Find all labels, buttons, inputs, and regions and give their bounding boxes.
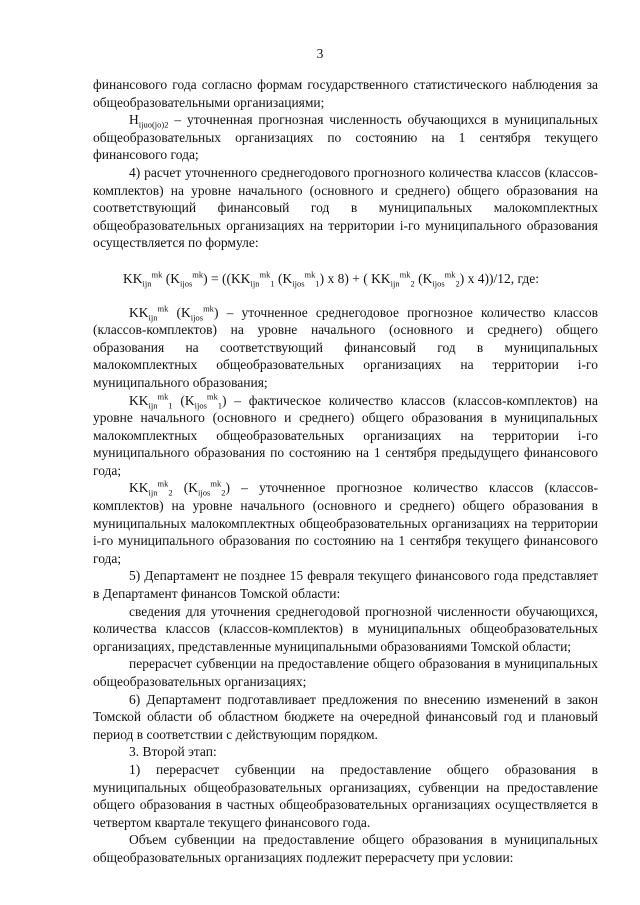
paragraph-kk-definition: $KK_{ijn}^{mk}$ $(K_{ijos}^{mk})$ – уточненное среднегодовое прогнозное количество классов (классов-комплектов) на уровне начального (основного и среднего) общего образования на соответствующий финансовый год в муниципальных малокомплектных общеобразовательных организациях на территории i-го муниципального образования;: [93, 303, 598, 390]
paragraph-recalculation: перерасчет субвенции на предоставление общего образования в муниципальных общеобразовательных организациях;: [93, 656, 598, 689]
paragraph-kk2-definition: $KK_{ijn}^{mk}_2$ $(K_{ijos}^{mk}_2)$ – уточненное прогнозное количество классов (классов-комплектов) на уровне начального (основного и среднего) общего образования в муниципальных малокомплектных общеобразовательных организациях на территории i-го муниципального образования по состоянию на 1 сентября текущего финансового года;: [93, 478, 598, 566]
paragraph-kk1-definition: $KK_{ijn}^{mk}_1$ $(K_{ijos}^{mk}_1)$ – фактическое количество классов (классов-комплектов) на уровне начального (основного и среднего) общего образования в муниципальных малокомплектных общеобразовательных организациях на территории i-го муниципального образования по состоянию на 1 сентября предыдущего финансового года;: [93, 391, 599, 478]
paragraph-second-stage-heading: 3. Второй этап:: [129, 744, 217, 760]
document-body: [93, 76, 598, 867]
page-number: 3: [316, 46, 324, 61]
symbol-h: H: [129, 112, 139, 128]
paragraph-continuation: финансового года согласно формам государственного статистического наблюдения за общеобразовательными организациями;: [93, 77, 598, 110]
paragraph-condition: Объем субвенции на предоставление общего образования в муниципальных общеобразовательных организациях подлежит перерасчету при условии:: [93, 832, 598, 865]
paragraph-info: сведения для уточнения среднегодовой прогнозной численности обучающихся, количества классов (классов-комплектов) в муниципальных общеобразовательных организациях, представленные муниципальными образованиями Томской области;: [93, 603, 598, 654]
paragraph-step-6: 6) Департамент подготавливает предложения по внесению изменений в закон Томской области об областном бюджете на очередной финансовый год и плановый период в соответствии с действующим порядком.: [93, 691, 598, 742]
symbol-h-subscript: ijuo(jo)2: [138, 119, 169, 130]
paragraph-step-4: 4) расчет уточненного среднегодового прогнозного количества классов (классов-комплектов) на уровне начального (основного и среднего) общего образования на соответствующий финансовый год в муниципальных малокомплектных общеобразовательных организациях на территории i-го муниципального образования осуществляется по формуле:: [93, 164, 598, 251]
formula: $KK_{ijn}^{mk}$ $(K_{ijos}^{mk}) = ((KK_{ijn}^{mk}_1$ $(K_{ijos}^{mk}_1)$ x 8) + ( $KK_{ijn}^{mk}_2$ $(K_{ijos}^{mk}_2)$ x 4))/12, где:: [123, 269, 539, 289]
paragraph-second-stage-1: 1) перерасчет субвенции на предоставление общего образования в муниципальных общеобразовательных организациях, субвенции на предоставление общего образования в частных общеобразовательных организациях осуществляется в четвертом квартале текущего финансового года.: [93, 761, 598, 830]
paragraph-h-definition: [93, 111, 598, 164]
h-definition-text: – уточненная прогнозная численность обучающихся в муниципальных общеобразовательных организациях по состоянию на 1 сентября текущего финансового года;: [93, 112, 598, 163]
paragraph-step-5: 5) Департамент не позднее 15 февраля текущего финансового года представляет в Департамент финансов Томской области:: [93, 568, 598, 602]
